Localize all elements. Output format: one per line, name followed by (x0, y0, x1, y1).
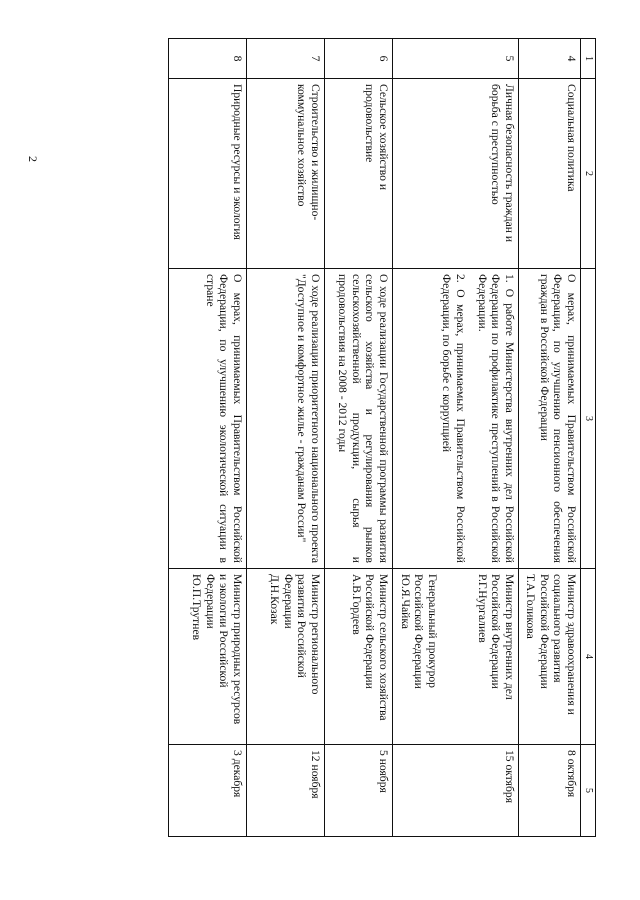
speaker-line: Генеральный прокурор (425, 574, 439, 688)
topic-cell (325, 269, 393, 569)
speaker-line: Федерации (203, 574, 217, 629)
date-cell: 15 октября (393, 745, 519, 837)
topic-text: О мерах, принимаемых Правительством Российской Федерации, по улучшению пенсионного обеспечения граждан в Российской Федерации (537, 274, 578, 563)
speaker-line: Российской Федерации (537, 574, 551, 689)
speaker-line: Министр здравоохранения и (565, 574, 578, 715)
speaker-line: Т.А.Голикова (523, 574, 537, 639)
speaker-line: Ю.Я.Чайка (398, 574, 412, 629)
speaker-cell (169, 569, 247, 745)
table-row (169, 39, 247, 837)
row-number: 4 (519, 39, 581, 79)
speaker-line: Федерации (281, 574, 295, 629)
topic-text: О мерах, принимаемых Правительством Российской Федерации, по улучшению экологической ситуации в стране (203, 274, 244, 563)
speaker-line: Российской Федерации (412, 574, 426, 689)
header-col-2: 2 (581, 79, 596, 269)
speaker-line: и экологии Российской (217, 574, 231, 688)
row-number: 7 (247, 39, 325, 79)
rotated-table-container (68, 38, 596, 836)
agenda-table (168, 38, 596, 837)
topic-text: О ходе реализации приоритетного национального проекта "Доступное и комфортное жилье - гражданам России" (295, 274, 322, 563)
speaker-spacer (439, 574, 475, 739)
area-cell: Социальная политика (519, 79, 581, 269)
header-col-1: 1 (581, 39, 596, 79)
topic-cell (169, 269, 247, 569)
speaker-line: развития Российской (295, 574, 309, 678)
speaker-line: Министр природных ресурсов (231, 574, 244, 725)
date-cell: 12 ноября (247, 745, 325, 837)
header-col-5: 5 (581, 745, 596, 837)
speaker-cell (247, 569, 325, 745)
speaker-line: Российской Федерации (363, 574, 377, 689)
speaker-line: А.В.Гордеев (349, 574, 363, 635)
row-number: 5 (393, 39, 519, 79)
table-row (325, 39, 393, 837)
speaker-cell (325, 569, 393, 745)
topic-cell (247, 269, 325, 569)
date-cell: 5 ноября (325, 745, 393, 837)
page-number: 2 (26, 156, 40, 162)
area-cell: Сельское хозяйство и продовольствие (325, 79, 393, 269)
header-row (581, 39, 596, 837)
row-number: 6 (325, 39, 393, 79)
date-cell: 8 октября (519, 745, 581, 837)
area-cell: Природные ресурсы и экология (169, 79, 247, 269)
speaker-line: Министр сельского хозяйства (377, 574, 390, 721)
header-col-4: 4 (581, 569, 596, 745)
topic-text: 1. О работе Министерства внутренних дел Российской Федерации по профилактике преступлений в Российской Федерации. (475, 274, 516, 563)
speaker-line: Министр внутренних дел (503, 574, 516, 700)
table-row (247, 39, 325, 837)
topic-cell (393, 269, 519, 569)
date-cell: 3 декабря (169, 745, 247, 837)
speaker-line: Министр регионального (309, 574, 322, 695)
speaker-line: Р.Г.Нургалиев (475, 574, 489, 643)
speaker-line: Д.Н.Козак (267, 574, 281, 625)
speaker-line: социального развития (551, 574, 565, 683)
topic-text: 2. О мерах, принимаемых Правительством Российской Федерации, по борьбе с коррупцией (440, 274, 467, 563)
row-number: 8 (169, 39, 247, 79)
speaker-line: Ю.П.Трутнев (189, 574, 203, 641)
area-cell: Строительство и жилищно-коммунальное хозяйство (247, 79, 325, 269)
area-cell: Личная безопасность граждан и борьба с преступностью (393, 79, 519, 269)
speaker-line: Российской Федерации (489, 574, 503, 689)
header-col-3: 3 (581, 269, 596, 569)
table-row (519, 39, 581, 837)
topic-text: О ходе реализации Государственной программы развития сельского хозяйства и регулирования рынков сельскохозяйственной продукции, сырья и продовольствия на 2008 - 2012 годы (335, 274, 390, 563)
table-row (393, 39, 519, 837)
topic-cell (519, 269, 581, 569)
speaker-cell (519, 569, 581, 745)
speaker-cell (393, 569, 519, 745)
